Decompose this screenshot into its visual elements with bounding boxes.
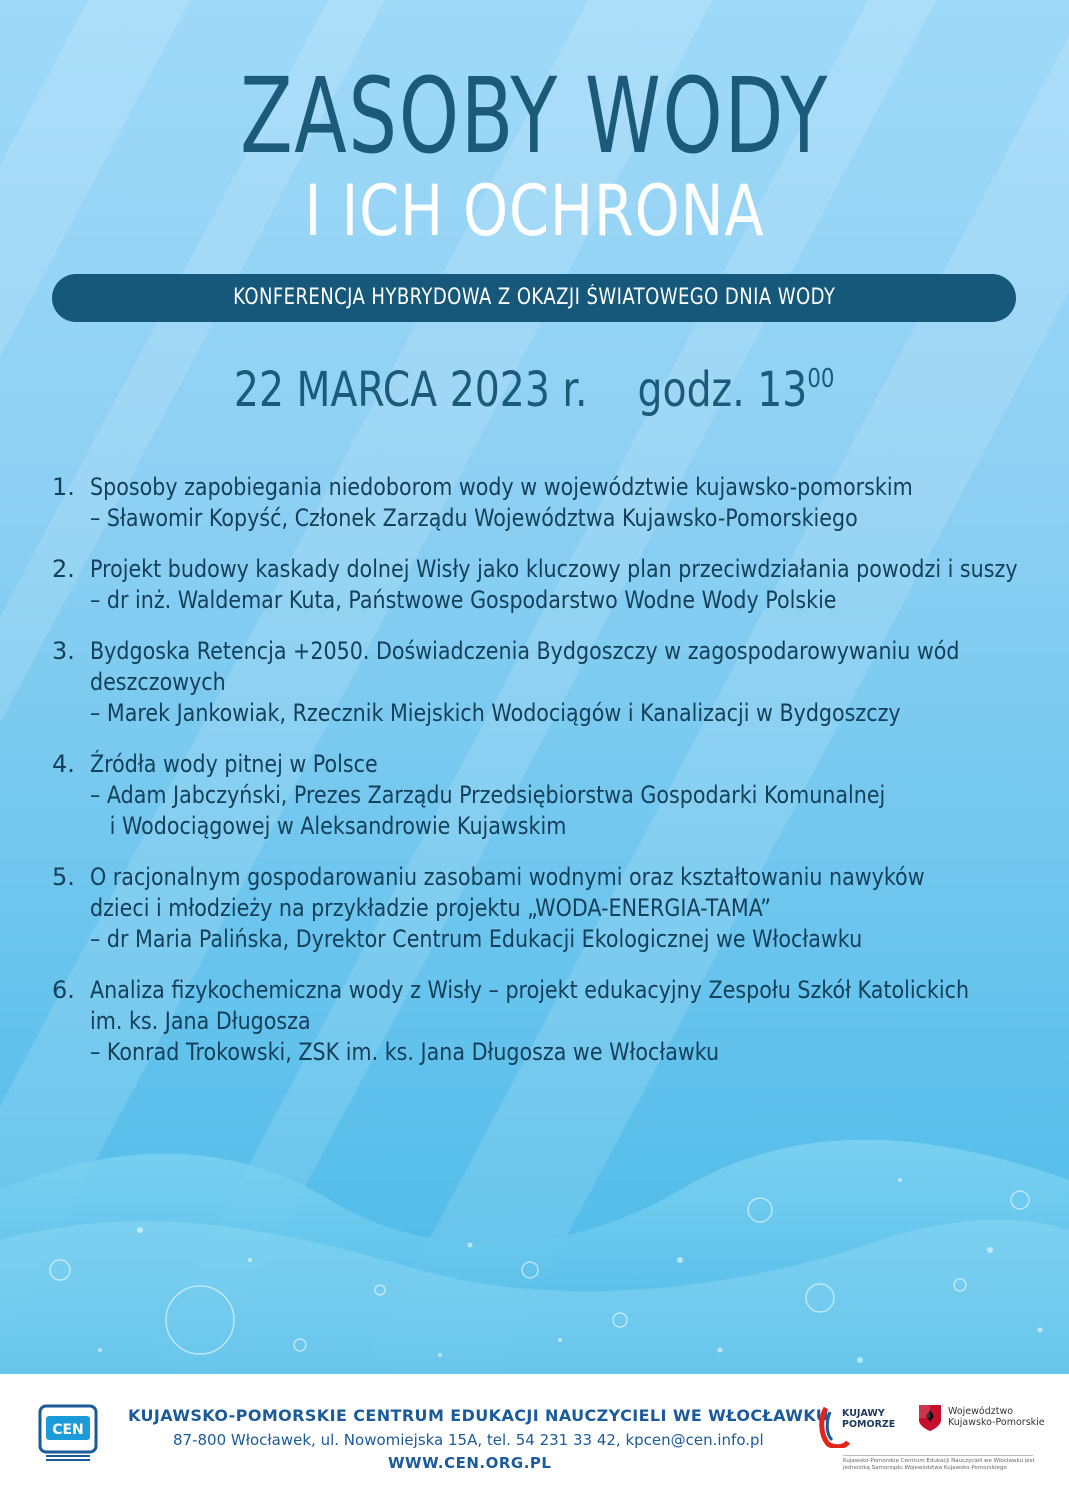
- agenda-item-topic: O racjonalnym gospodarowaniu zasobami wodnymi oraz kształtowaniu nawyków: [90, 863, 925, 891]
- agenda-item-speaker: – Sławomir Kopyść, Członek Zarządu Województwa Kujawsko-Pomorskiego: [90, 504, 858, 532]
- agenda-item: [52, 975, 1032, 1068]
- agenda-item: [52, 472, 1032, 534]
- conference-banner: [52, 274, 1016, 322]
- org-website-link[interactable]: WWW.CEN.ORG.PL: [388, 1454, 552, 1472]
- agenda-item-number: 5.: [52, 863, 75, 891]
- agenda-item-topic: Projekt budowy kaskady dolnej Wisły jako kluczowy plan przeciwdziałania powodzi i suszy: [90, 555, 1018, 583]
- agenda-item-speaker: – Konrad Trokowski, ZSK im. ks. Jana Długosza we Włocławku: [90, 1038, 720, 1066]
- agenda-item-speaker: – dr Maria Palińska, Dyrektor Centrum Edukacji Ekologicznej we Włocławku: [90, 925, 863, 953]
- water-wave: [0, 1120, 1069, 1374]
- cen-logo-icon: [38, 1404, 98, 1464]
- title-line-2: I ICH OCHRONA: [304, 170, 765, 252]
- organization-note: Kujawsko-Pomorskie Centrum Edukacji Nauczycieli we Włocławku jest Jednostką Samorządu Województwa Kujawsko-Pomorskiego: [843, 1458, 1035, 1471]
- wojewodztwo-logo-text: Województwo Kujawsko-Pomorskie: [948, 1406, 1045, 1428]
- org-name: KUJAWSKO-POMORSKIE CENTRUM EDUKACJI NAUCZYCIELI WE WŁOCŁAWKU: [128, 1406, 830, 1425]
- agenda-item-topic: Źródła wody pitnej w Polsce: [90, 750, 378, 778]
- coat-of-arms-icon: [918, 1404, 942, 1432]
- agenda-item-speaker: i Wodociągowej w Aleksandrowie Kujawskim: [90, 812, 567, 840]
- agenda-item-speaker: – Adam Jabczyński, Prezes Zarządu Przedsiębiorstwa Gospodarki Komunalnej: [90, 781, 886, 809]
- agenda-item-topic: deszczowych: [90, 668, 226, 696]
- agenda-item-topic: Analiza fizykochemiczna wody z Wisły – projekt edukacyjny Zespołu Szkół Katolickich: [90, 976, 970, 1004]
- logo-divider: [843, 1455, 1033, 1456]
- kujawy-pomorze-logo-text: KUJAWY POMORZE: [842, 1408, 896, 1430]
- agenda-item-speaker: – dr inż. Waldemar Kuta, Państwowe Gospodarstwo Wodne Wody Polskie: [90, 586, 837, 614]
- agenda-item-topic: im. ks. Jana Długosza: [90, 1007, 311, 1035]
- date-text: 22 MARCA 2023 r.: [234, 362, 588, 418]
- agenda-item: [52, 749, 1032, 842]
- title-line-1: ZASOBY WODY: [240, 55, 829, 177]
- agenda-item-number: 3.: [52, 637, 75, 665]
- agenda-item-topic: Sposoby zapobiegania niedoborom wody w województwie kujawsko-pomorskim: [90, 473, 913, 501]
- agenda-item-number: 1.: [52, 473, 75, 501]
- agenda-item: [52, 636, 1032, 729]
- org-address: 87-800 Włocławek, ul. Nowomiejska 15A, tel. 54 231 33 42, kpcen@cen.info.pl: [173, 1431, 764, 1449]
- agenda-item-speaker: – Marek Jankowiak, Rzecznik Miejskich Wodociągów i Kanalizacji w Bydgoszczy: [90, 699, 901, 727]
- cen-logo-text: CEN: [52, 1422, 84, 1438]
- agenda-item-topic: Bydgoska Retencja +2050. Doświadczenia Bydgoszczy w zagospodarowywaniu wód: [90, 637, 960, 665]
- time-text: godz. 13: [637, 362, 808, 418]
- agenda-item-number: 6.: [52, 976, 75, 1004]
- banner-text: KONFERENCJA HYBRYDOWA Z OKAZJI ŚWIATOWEGO DNIA WODY: [232, 285, 836, 310]
- agenda-item: [52, 554, 1032, 616]
- time-minutes: 00: [807, 364, 835, 394]
- agenda-item-number: 2.: [52, 555, 75, 583]
- event-date: [0, 362, 1069, 418]
- footer: [0, 1374, 1069, 1496]
- agenda-item-topic: dzieci i młodzieży na przykładzie projektu „WODA-ENERGIA-TAMA”: [90, 894, 771, 922]
- agenda-item: [52, 862, 1032, 955]
- agenda-list: [52, 472, 1032, 1088]
- agenda-item-number: 4.: [52, 750, 75, 778]
